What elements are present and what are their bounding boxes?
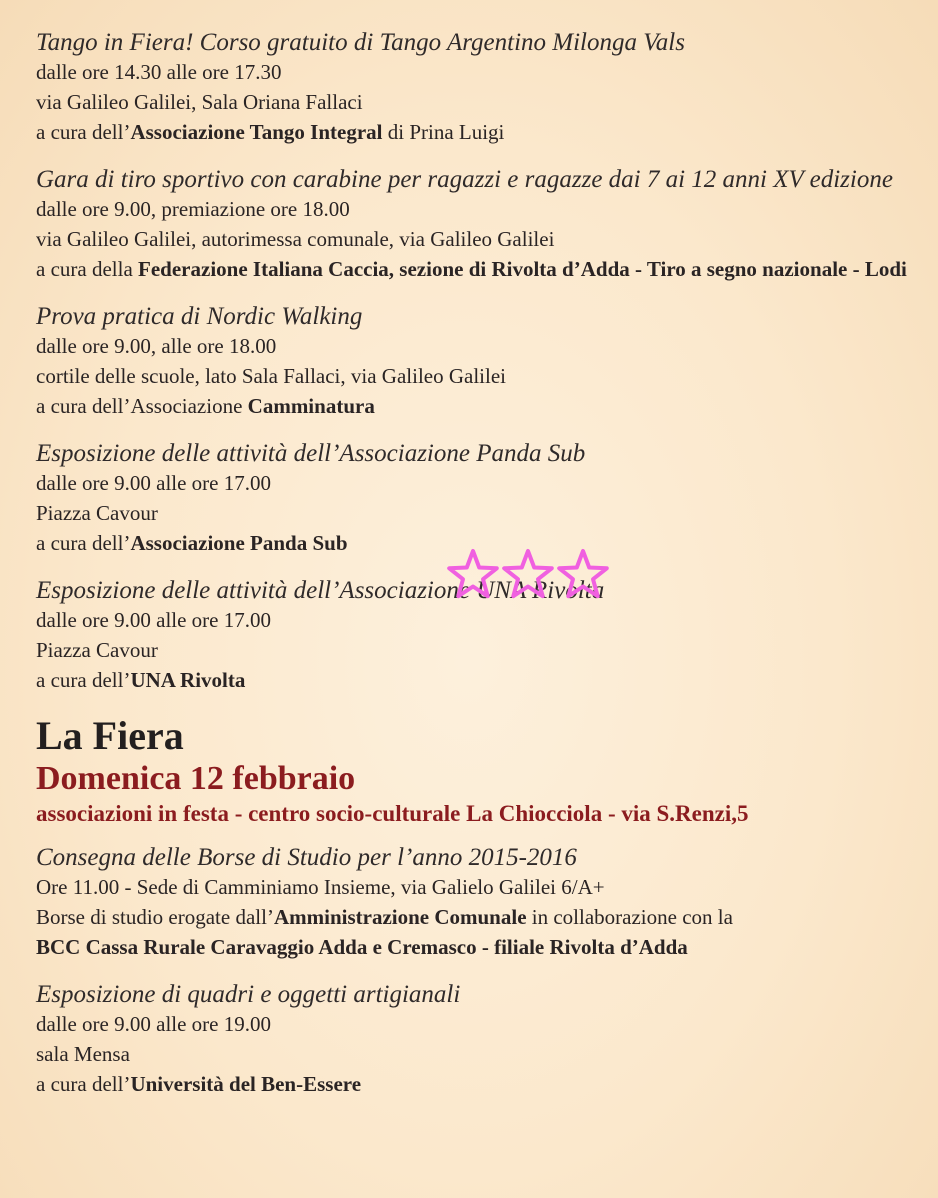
event-item <box>36 28 916 147</box>
detail-text: dalle ore 9.00 alle ore 17.00 <box>36 471 271 495</box>
stars-icon <box>445 546 611 604</box>
star-icon <box>449 551 497 596</box>
organizer-name: Camminatura <box>247 394 375 418</box>
detail-text: via Galileo Galilei, autorimessa comunale, via Galileo Galilei <box>36 227 555 251</box>
detail-text: sala Mensa <box>36 1042 130 1066</box>
event-detail-line <box>36 468 916 498</box>
detail-text: a cura dell’ <box>36 668 131 692</box>
detail-text: di Prina Luigi <box>382 120 505 144</box>
organizer-name: Università del Ben-Essere <box>130 1072 362 1096</box>
event-detail-line <box>36 254 916 284</box>
event-detail-line <box>36 87 916 117</box>
event-detail-line <box>36 391 916 421</box>
detail-text: dalle ore 9.00 alle ore 17.00 <box>36 608 271 632</box>
event-detail-line <box>36 224 916 254</box>
section-date: Domenica 12 febbraio <box>36 760 356 797</box>
organizer-name: Associazione Tango Integral <box>130 120 383 144</box>
organizer-name: Associazione Panda Sub <box>130 531 348 555</box>
detail-text: a cura dell’ <box>36 1072 131 1096</box>
detail-text: in collaborazione con la <box>526 905 733 929</box>
event-title: Prova pratica di Nordic Walking <box>36 303 363 330</box>
event-detail-line <box>36 932 916 962</box>
event-detail-line <box>36 1069 916 1099</box>
organizer-name: UNA Rivolta <box>130 668 246 692</box>
detail-text: cortile delle scuole, lato Sala Fallaci, via Galileo Galilei <box>36 364 506 388</box>
event-detail-line <box>36 1039 916 1069</box>
event-detail-line <box>36 57 916 87</box>
event-item <box>36 302 916 421</box>
detail-text: a cura dell’ <box>36 120 131 144</box>
section-banner: associazioni in festa - centro socio-culturale La Chiocciola - via S.Renzi,5 <box>36 801 749 826</box>
detail-text: a cura della <box>36 257 139 281</box>
event-detail-line <box>36 117 916 147</box>
star-icon <box>559 551 607 596</box>
detail-text: dalle ore 9.00, alle ore 18.00 <box>36 334 277 358</box>
event-item <box>36 980 916 1099</box>
events-list-2 <box>36 843 916 1099</box>
detail-text: Ore 11.00 - Sede di Camminiamo Insieme, via Galielo Galilei 6/A+ <box>36 875 605 899</box>
event-detail-line <box>36 605 916 635</box>
organizer-name: BCC Cassa Rurale Caravaggio Adda e Cremasco - filiale Rivolta d’Adda <box>36 935 688 959</box>
detail-text: dalle ore 9.00 alle ore 19.00 <box>36 1012 271 1036</box>
event-detail-line <box>36 331 916 361</box>
detail-text: Borse di studio erogate dall’ <box>36 905 274 929</box>
event-detail-line <box>36 498 916 528</box>
detail-text: Piazza Cavour <box>36 501 158 525</box>
star-icon <box>504 551 552 596</box>
event-title: Esposizione delle attività dell’Associazione Panda Sub <box>36 440 586 467</box>
event-title: Consegna delle Borse di Studio per l’anno 2015-2016 <box>36 844 577 871</box>
event-item <box>36 165 916 284</box>
section-heading: La Fiera <box>36 713 184 758</box>
detail-text: Piazza Cavour <box>36 638 158 662</box>
detail-text: a cura dell’Associazione <box>36 394 248 418</box>
organizer-name: Amministrazione Comunale <box>273 905 527 929</box>
event-item <box>36 843 916 962</box>
event-item <box>36 439 916 558</box>
organizer-name: Federazione Italiana Caccia, sezione di Rivolta d’Adda - Tiro a segno nazionale - Lodi <box>138 257 907 281</box>
event-title: Esposizione delle attività dell’Associazione UNA Rivolta <box>36 577 605 604</box>
event-detail-line <box>36 194 916 224</box>
event-detail-line <box>36 361 916 391</box>
event-detail-line <box>36 635 916 665</box>
event-detail-line <box>36 665 916 695</box>
event-detail-line <box>36 902 916 932</box>
event-detail-line <box>36 1009 916 1039</box>
detail-text: a cura dell’ <box>36 531 131 555</box>
event-title: Esposizione di quadri e oggetti artigianali <box>36 981 461 1008</box>
event-title: Tango in Fiera! Corso gratuito di Tango Argentino Milonga Vals <box>36 29 685 56</box>
detail-text: dalle ore 9.00, premiazione ore 18.00 <box>36 197 350 221</box>
detail-text: dalle ore 14.30 alle ore 17.30 <box>36 60 282 84</box>
event-title: Gara di tiro sportivo con carabine per ragazzi e ragazze dai 7 ai 12 anni XV edizione <box>36 166 893 193</box>
detail-text: via Galileo Galilei, Sala Oriana Fallaci <box>36 90 363 114</box>
event-detail-line <box>36 872 916 902</box>
